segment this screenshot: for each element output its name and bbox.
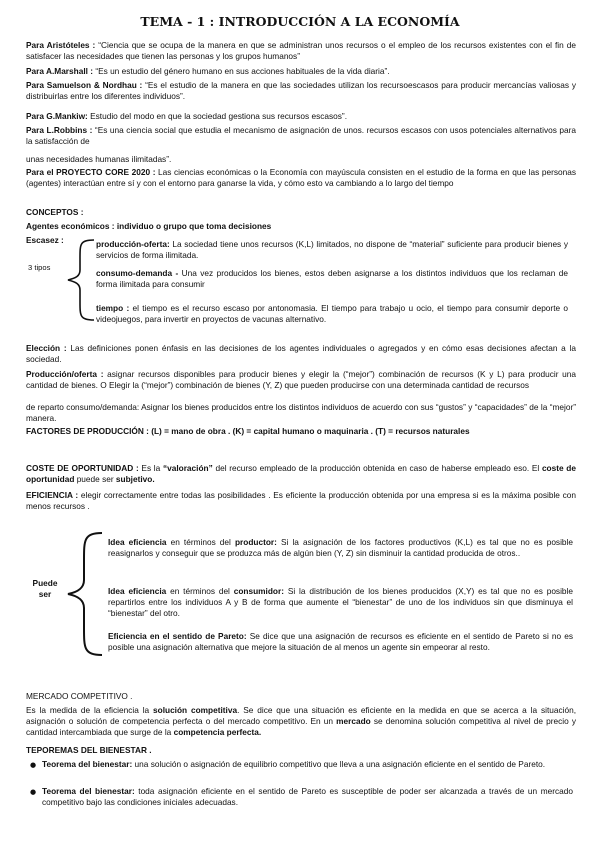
coste-text: del recurso empleado de la producción obtenida en caso de haberse empleado eso. El — [212, 463, 542, 473]
idea-eficiencia-pareto — [108, 631, 573, 653]
definition-aristoteles — [26, 40, 576, 62]
idea-eficiencia-consumidor — [108, 586, 573, 618]
eleccion — [26, 343, 576, 365]
definition-samuelson — [26, 80, 576, 102]
definition-text: “Es una ciencia social que estudia el mecanismo de asignación de unos. recursos escasos con usos potenciales alternativos para la satisfacción de — [26, 125, 577, 146]
agentes-economicos: Agentes económicos : individuo o grupo que toma decisiones — [26, 221, 272, 231]
coste-text: Es la — [138, 463, 163, 473]
idea-bold: consumidor: — [233, 586, 284, 596]
bullet-icon: ● — [30, 761, 37, 769]
definition-robbins — [26, 125, 576, 147]
teoremas-heading: TEPOREMAS DEL BIENESTAR . — [26, 745, 152, 755]
mercado-text — [26, 705, 576, 737]
teorema-text: una solución o asignación de equilibrio competitivo que lleva a una asignación eficiente en el sentido de Pareto. — [132, 759, 546, 769]
tipo-produccion — [96, 239, 568, 261]
definition-label: Para A.Marshall : — [26, 66, 94, 76]
escasez-label: Escasez : — [26, 235, 64, 245]
mercado-bold: competencia perfecta. — [173, 726, 262, 737]
idea-text: en términos del — [166, 537, 235, 547]
eficiencia-label: EFICIENCIA : — [26, 490, 79, 500]
idea-label: Eficiencia en el sentido de Pareto: — [108, 631, 247, 641]
tipos-label: 3 tipos — [28, 263, 51, 272]
puede-ser-label: Puede ser — [32, 578, 58, 599]
teorema-label: Teorema del bienestar: — [42, 759, 133, 769]
definition-label: Para G.Mankiw: — [26, 111, 88, 121]
definition-text: Las ciencias económicas o la Economía con mayúscula consisten en el estudio de la forma en que las personas (agentes) interactúan entre sí y con el entorno para ganarse la vida, y cómo esto va cambiando a lo largo del tiempo — [26, 167, 576, 188]
idea-label: Idea eficiencia — [108, 537, 167, 547]
tipo-label: producción-oferta: — [96, 239, 170, 249]
idea-text: en términos del — [166, 586, 234, 596]
idea-bold: productor: — [234, 537, 277, 547]
definition-label: Para L.Robbins : — [26, 125, 93, 135]
definition-text: “Es un estudio del género humano en sus acciones habituales de la vida diaria”. — [93, 66, 390, 76]
eleccion-text: Las definiciones ponen énfasis en las decisiones de los agentes individuales o agregados y en cómo esas decisiones afectan a la sociedad. — [26, 343, 576, 364]
conceptos-heading: CONCEPTOS : — [26, 207, 84, 217]
definition-marshall — [26, 66, 576, 77]
definition-robbins-cont: unas necesidades humanas ilimitadas”. — [26, 154, 172, 164]
idea-text: Se dice que una asignación de recursos es eficiente en el sentido de Pareto si no es posible una asignación alternativa que mejore la situación de al menos un agente sin empeorar al resto. — [108, 631, 574, 652]
tipo-consumo — [96, 268, 568, 290]
coste-bold: “valoración” — [162, 463, 213, 473]
coste-text: puede ser — [74, 473, 116, 484]
teorema-item — [42, 786, 573, 808]
factores-produccion: FACTORES DE PRODUCCIÓN : (L) = mano de obra . (K) = capital humano o maquinaria . (T) = recursos naturales — [26, 426, 470, 436]
definition-core — [26, 167, 576, 189]
coste-bold: subjetivo. — [115, 473, 155, 484]
coste-oportunidad — [26, 463, 576, 485]
produccion-text: asignar recursos disponibles para producir bienes y elegir la (“mejor”) combinación de recursos (K y L) para producir una cantidad de bienes. O Elegir la (“mejor”) combinación de bienes (Y, Z) que pueden producirse con una determinada cantidad de recursos — [26, 369, 577, 390]
definition-label: Para Aristóteles : — [26, 40, 96, 50]
left-brace-icon — [62, 238, 98, 322]
idea-label: Idea eficiencia — [108, 586, 167, 596]
definition-label: Para el PROYECTO CORE 2020 : — [26, 167, 156, 177]
teorema-item — [42, 759, 573, 770]
definition-text: “Es el estudio de la manera en que las sociedades utilizan los recursoescasos para producir mercancías valiosas y distribuirlas entre los diferentes individuos”. — [26, 80, 576, 101]
idea-text: Si la distribución de los bienes producidos (X,Y) es tal que no es posible repartirlos entre los individuos A y B de forma que aumente el “bienestar” de uno de los individuos sin que disminuya el “bienestar” del otro. — [108, 586, 573, 618]
page-title: TEMA - 1 : INTRODUCCIÓN A LA ECONOMÍA — [140, 14, 460, 29]
teorema-text: toda asignación eficiente en el sentido de Pareto es susceptible de poder ser alcanzada a través de un mercado competitivo bajo las condiciones iniciales adecuadas. — [42, 786, 573, 807]
tipo-text: el tiempo es el recurso escaso por antonomasia. El tiempo para trabajo u ocio, el tiempo para consumir deporte o videojuegos, para invertir en proyectos de vacunas alternativo. — [96, 303, 569, 324]
tipo-label: consumo-demanda - — [96, 268, 179, 278]
coste-bold: coste de oportunidad — [26, 463, 576, 484]
mercado-bold: mercado — [336, 715, 371, 726]
produccion-oferta — [26, 369, 576, 391]
produccion-label: Producción/oferta : — [26, 369, 104, 379]
definition-mankiw — [26, 111, 576, 122]
mercado-heading: MERCADO COMPETITIVO . — [26, 691, 133, 701]
mercado-bold: solución competitiva — [153, 705, 238, 715]
tipo-text: Una vez producidos los bienes, estos deben asignarse a los distintos individuos que los reclaman de forma ilimitada para consumir — [96, 268, 568, 289]
definition-text: “Ciencia que se ocupa de la manera en que se administran unos recursos o el empleo de los recursos existentes con el fin de satisfacer las necesidades que tienen las personas y los grupos humanos” — [26, 40, 576, 61]
eficiencia — [26, 490, 576, 512]
definition-label: Para Samuelson & Nordhau : — [26, 80, 143, 90]
tipo-text: La sociedad tiene unos recursos (K,L) limitados, no dispone de “material” suficiente para producir bienes y servicios de forma ilimitada. — [96, 239, 568, 260]
coste-label: COSTE DE OPORTUNIDAD : — [26, 463, 139, 473]
idea-eficiencia-productor — [108, 537, 573, 559]
mercado-text-span: se denomina solución competitiva al nivel de precio y cantidad intercambiada que surge de la — [26, 715, 576, 737]
eficiencia-text: elegir correctamente entre todas las posibilidades . Es eficiente la producción obtenida por una empresa si es la máxima posible con menos recursos . — [26, 490, 577, 511]
left-brace-icon — [62, 530, 106, 658]
teorema-label: Teorema del bienestar: — [42, 786, 135, 796]
tipo-tiempo — [96, 303, 568, 325]
mercado-text-span: Es la medida de la eficiencia la — [26, 705, 154, 715]
tipo-label: tiempo : — [96, 303, 130, 313]
reparto-consumo: de reparto consumo/demanda: Asignar los bienes producidos entre los distintos individuos de acuerdo con sus “gustos” y “capacidades” de la “mejor” manera. — [26, 402, 576, 423]
eleccion-label: Elección : — [26, 343, 67, 353]
definition-text: Estudio del modo en que la sociedad gestiona sus recursos escasos”. — [87, 111, 347, 121]
idea-text: Si la asignación de los factores productivos (K,L) es tal que no es posible reasignarlos y conseguir que se produzca más de algún bien (Y, Z) sin disminuir la cantidad producida de otros.. — [108, 537, 573, 558]
bullet-icon: ● — [30, 788, 37, 796]
mercado-text-span: . Se dice que una situación es eficiente en la medida en que se acerca a la situación, asignación o solución de competencia perfecta o del mercado competitivo. En un — [26, 705, 577, 726]
